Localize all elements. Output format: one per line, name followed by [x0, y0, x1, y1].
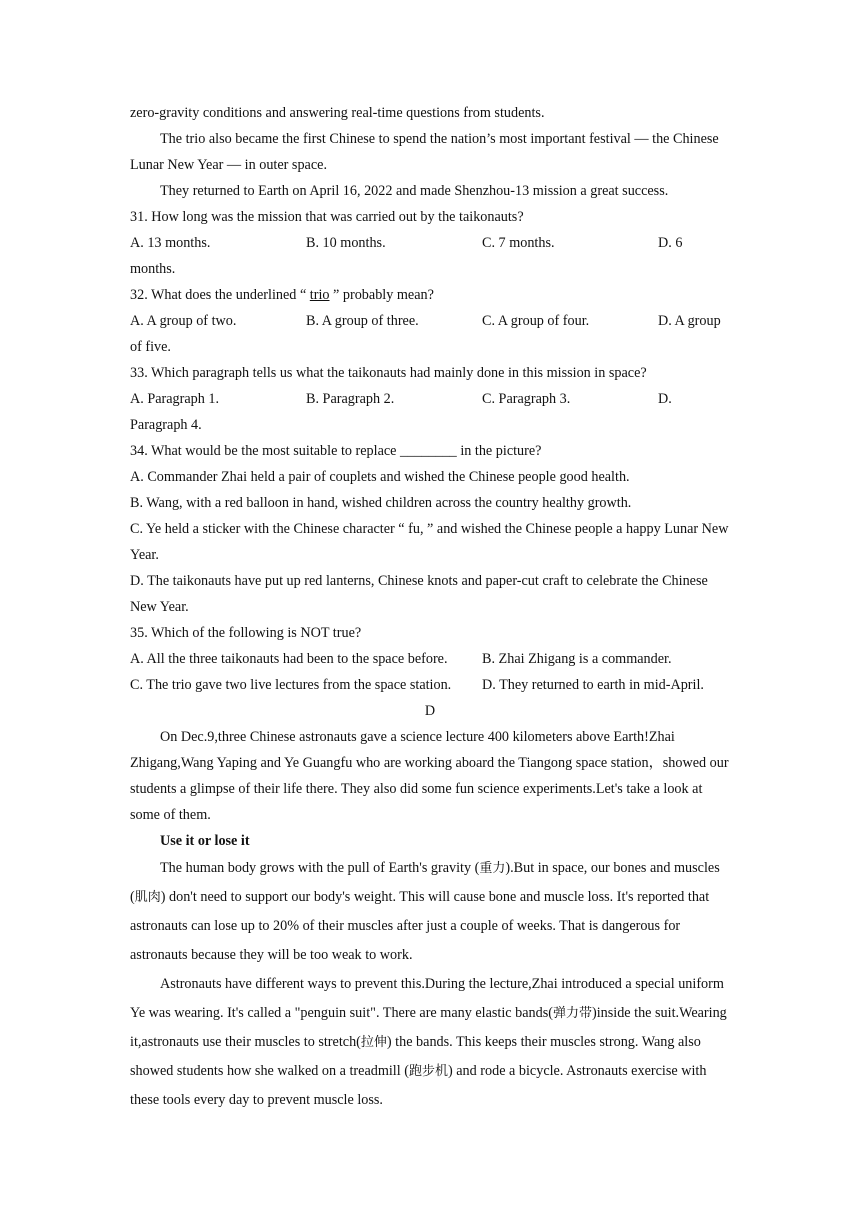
text: Astronauts have different ways to prevent this.During the lecture,Zhai introduced a special uniform Ye was wearing. It's called a "penguin suit". There are many elastic bands( — [130, 976, 724, 1021]
chinese-gloss: 肌肉 — [134, 890, 161, 905]
paragraph-d-3 — [130, 970, 730, 1115]
question-32-stem — [130, 282, 730, 308]
chinese-gloss: 弹力带 — [552, 1006, 592, 1021]
option-b: B. 10 months. — [306, 235, 386, 251]
option-c: C. 7 months. — [482, 235, 555, 251]
option-c: C. Ye held a sticker with the Chinese character “ fu, ” and wished the Chinese people a happy Lunar New Year. — [130, 521, 729, 563]
option-a: A. 13 months. — [130, 235, 211, 251]
question-34-stem: 34. What would be the most suitable to replace ________ in the picture? — [130, 443, 542, 459]
option-b: B. Zhai Zhigang is a commander. — [482, 651, 672, 667]
paragraph-c-tail-0: zero-gravity conditions and answering real-time questions from students. — [130, 105, 545, 121]
question-35-options-row-1 — [130, 646, 730, 672]
option-a: A. Paragraph 1. — [130, 391, 220, 407]
question-31-options — [130, 230, 730, 256]
section-label-d: D — [424, 703, 436, 719]
stem-before: 32. What does the underlined “ — [130, 287, 310, 303]
option-c: C. Paragraph 3. — [482, 391, 571, 407]
option-d-wrap: months. — [130, 261, 176, 277]
question-33-stem: 33. Which paragraph tells us what the taikonauts had mainly done in this mission in space? — [130, 365, 647, 381]
option-b: B. Paragraph 2. — [306, 391, 395, 407]
question-35-options-row-2 — [130, 672, 730, 698]
option-a: A. A group of two. — [130, 313, 237, 329]
text: ) don't need to support our body's weight. This will cause bone and muscle loss. It's reported that astronauts can lose up to 20% of their muscles after just a couple of weeks. That is dangerous for astronauts because they will be too weak to work. — [130, 889, 710, 963]
option-b: B. Wang, with a red balloon in hand, wished children across the country healthy growth. — [130, 495, 632, 511]
option-d: D. — [658, 391, 672, 407]
option-c: C. The trio gave two live lectures from the space station. — [130, 677, 452, 693]
option-a: A. All the three taikonauts had been to the space before. — [130, 651, 448, 667]
underlined-word: trio — [309, 287, 330, 303]
text: ) and rode a bicycle. Astronauts exercise with these tools every day to prevent muscle loss. — [130, 1063, 707, 1108]
chinese-gloss: 重力 — [479, 861, 506, 876]
question-32-options — [130, 308, 730, 334]
chinese-gloss: 跑步机 — [408, 1064, 448, 1079]
option-b: B. A group of three. — [306, 313, 419, 329]
paragraph-d-2 — [130, 854, 730, 970]
option-d: D. 6 — [658, 235, 683, 251]
text: The human body grows with the pull of Earth's gravity ( — [160, 860, 480, 876]
section-heading: Use it or lose it — [160, 833, 250, 849]
option-d: D. A group — [658, 313, 721, 329]
paragraph-c-tail-2: They returned to Earth on April 16, 2022 and made Shenzhou-13 mission a great success. — [160, 183, 669, 199]
text: )inside the suit.Wearing it,astronauts use their muscles to stretch( — [130, 1005, 727, 1050]
option-d-wrap: Paragraph 4. — [130, 417, 202, 433]
question-35-stem: 35. Which of the following is NOT true? — [130, 625, 362, 641]
option-d: D. They returned to earth in mid-April. — [482, 677, 704, 693]
stem-after: ” probably mean? — [329, 287, 434, 303]
option-c: C. A group of four. — [482, 313, 590, 329]
option-a: A. Commander Zhai held a pair of couplets and wished the Chinese people good health. — [130, 469, 630, 485]
text: ) the bands. This keeps their muscles strong. Wang also showed students how she walked on a treadmill ( — [130, 1034, 701, 1079]
option-d-wrap: of five. — [130, 339, 171, 355]
question-33-options — [130, 386, 730, 412]
paragraph-c-tail-1: The trio also became the first Chinese to spend the nation’s most important festival — the Chinese Lunar New Year — in outer space. — [130, 131, 719, 173]
option-d: D. The taikonauts have put up red lanterns, Chinese knots and paper-cut craft to celebrate the Chinese New Year. — [130, 573, 708, 615]
text: ).But in space, our bones and muscles ( — [130, 860, 720, 905]
document-page — [130, 100, 730, 1115]
chinese-gloss: 拉伸 — [360, 1035, 387, 1050]
question-31-stem: 31. How long was the mission that was carried out by the taikonauts? — [130, 209, 524, 225]
paragraph-d-1: On Dec.9,three Chinese astronauts gave a science lecture 400 kilometers above Earth!Zhai Zhigang,Wang Yaping and Ye Guangfu who are working aboard the Tiangong space station，showed our students a glimpse of their life there. They also did some fun science experiments.Let's take a look at some of them. — [130, 729, 729, 823]
